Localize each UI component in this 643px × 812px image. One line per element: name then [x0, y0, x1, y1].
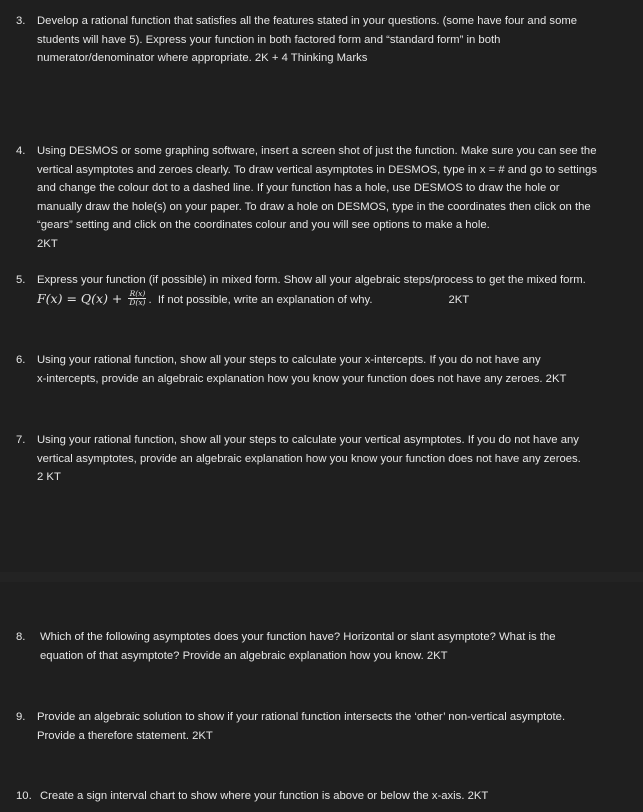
question-number: 4. [16, 145, 26, 157]
question-line: vertical asymptotes, provide an algebraic explanation how you know your function does not have any zeroes. [37, 452, 581, 465]
question-number: 8. [16, 631, 26, 643]
question-text [40, 787, 636, 806]
question-number: 7. [16, 434, 26, 446]
question-line: manually draw the hole(s) on your paper. To draw a hole on DESMOS, type in the coordinates then click on the [37, 200, 591, 213]
question-line: Using your rational function, show all your steps to calculate your vertical asymptotes. If you do not have any [37, 434, 579, 446]
marks-label: 2KT [448, 293, 470, 306]
question-text [37, 431, 636, 487]
question-3 [16, 12, 636, 68]
question-4 [16, 142, 636, 253]
question-line: vertical asymptotes and zeroes clearly. To draw vertical asymptotes in DESMOS, type in x = # and go to settings [37, 163, 597, 176]
question-number: 5. [16, 274, 26, 286]
question-line: 2KT [37, 237, 58, 250]
fraction-numerator: R(x) [129, 289, 146, 299]
question-line: Provide an algebraic solution to show if your rational function intersects the ‘other’ non-vertical asymptote. [37, 711, 566, 723]
question-text [37, 12, 636, 68]
question-number: 3. [16, 15, 26, 27]
question-6 [16, 351, 636, 388]
question-line: Create a sign interval chart to show where your function is above or below the x-axis. 2KT [40, 790, 489, 802]
question-line: x-intercepts, provide an algebraic explanation how you know your function does not have any zeroes. 2KT [37, 372, 567, 385]
question-text [37, 271, 636, 309]
question-text [37, 142, 636, 253]
question-text [37, 708, 636, 745]
question-7 [16, 431, 636, 487]
question-number: 10. [16, 790, 32, 802]
question-line: Using your rational function, show all your steps to calculate your x-intercepts. If you do not have any [37, 354, 541, 366]
question-line: students will have 5). Express your function in both factored form and “standard form” in both [37, 33, 501, 46]
question-line: “gears” setting and click on the coordinates colour and you will see options to make a hole. [37, 219, 490, 231]
fraction-denominator: D(x) [129, 298, 146, 308]
question-number: 9. [16, 711, 26, 723]
question-line: Express your function (if possible) in mixed form. Show all your algebraic steps/process to get the mixed form. [37, 274, 586, 286]
formula-fraction [128, 290, 146, 307]
question-line: 2 KT [37, 471, 61, 483]
question-9 [16, 708, 636, 745]
question-line: numerator/denominator where appropriate. 2K + 4 Thinking Marks [37, 52, 368, 64]
question-8 [16, 628, 636, 665]
formula-line: F(x) = Q(x) + $\frac{R(x)}{D(x)}$ . If not possible, write an explanation of why. 2KT [37, 289, 470, 308]
page-break-band [0, 572, 643, 582]
question-text [37, 351, 636, 388]
question-5 [16, 271, 636, 309]
question-line: equation of that asymptote? Provide an algebraic explanation how you know. 2KT [40, 649, 448, 662]
question-line: Using DESMOS or some graphing software, insert a screen shot of just the function. Make sure you can see the [37, 145, 597, 157]
question-line: Which of the following asymptotes does your function have? Horizontal or slant asymptote? What is the [40, 631, 556, 643]
question-line: Develop a rational function that satisfies all the features stated in your questions. (some have four and some [37, 15, 578, 27]
question-line: and change the colour dot to a dashed line. If your function has a hole, use DESMOS to draw the hole or [37, 182, 560, 194]
formula-note: If not possible, write an explanation of why. [157, 293, 373, 306]
question-number: 6. [16, 354, 26, 366]
question-text [40, 628, 636, 665]
question-10 [16, 787, 636, 806]
mixed-form-formula: F(x) = Q(x) + [37, 290, 127, 306]
question-line: Provide a therefore statement. 2KT [37, 729, 213, 742]
